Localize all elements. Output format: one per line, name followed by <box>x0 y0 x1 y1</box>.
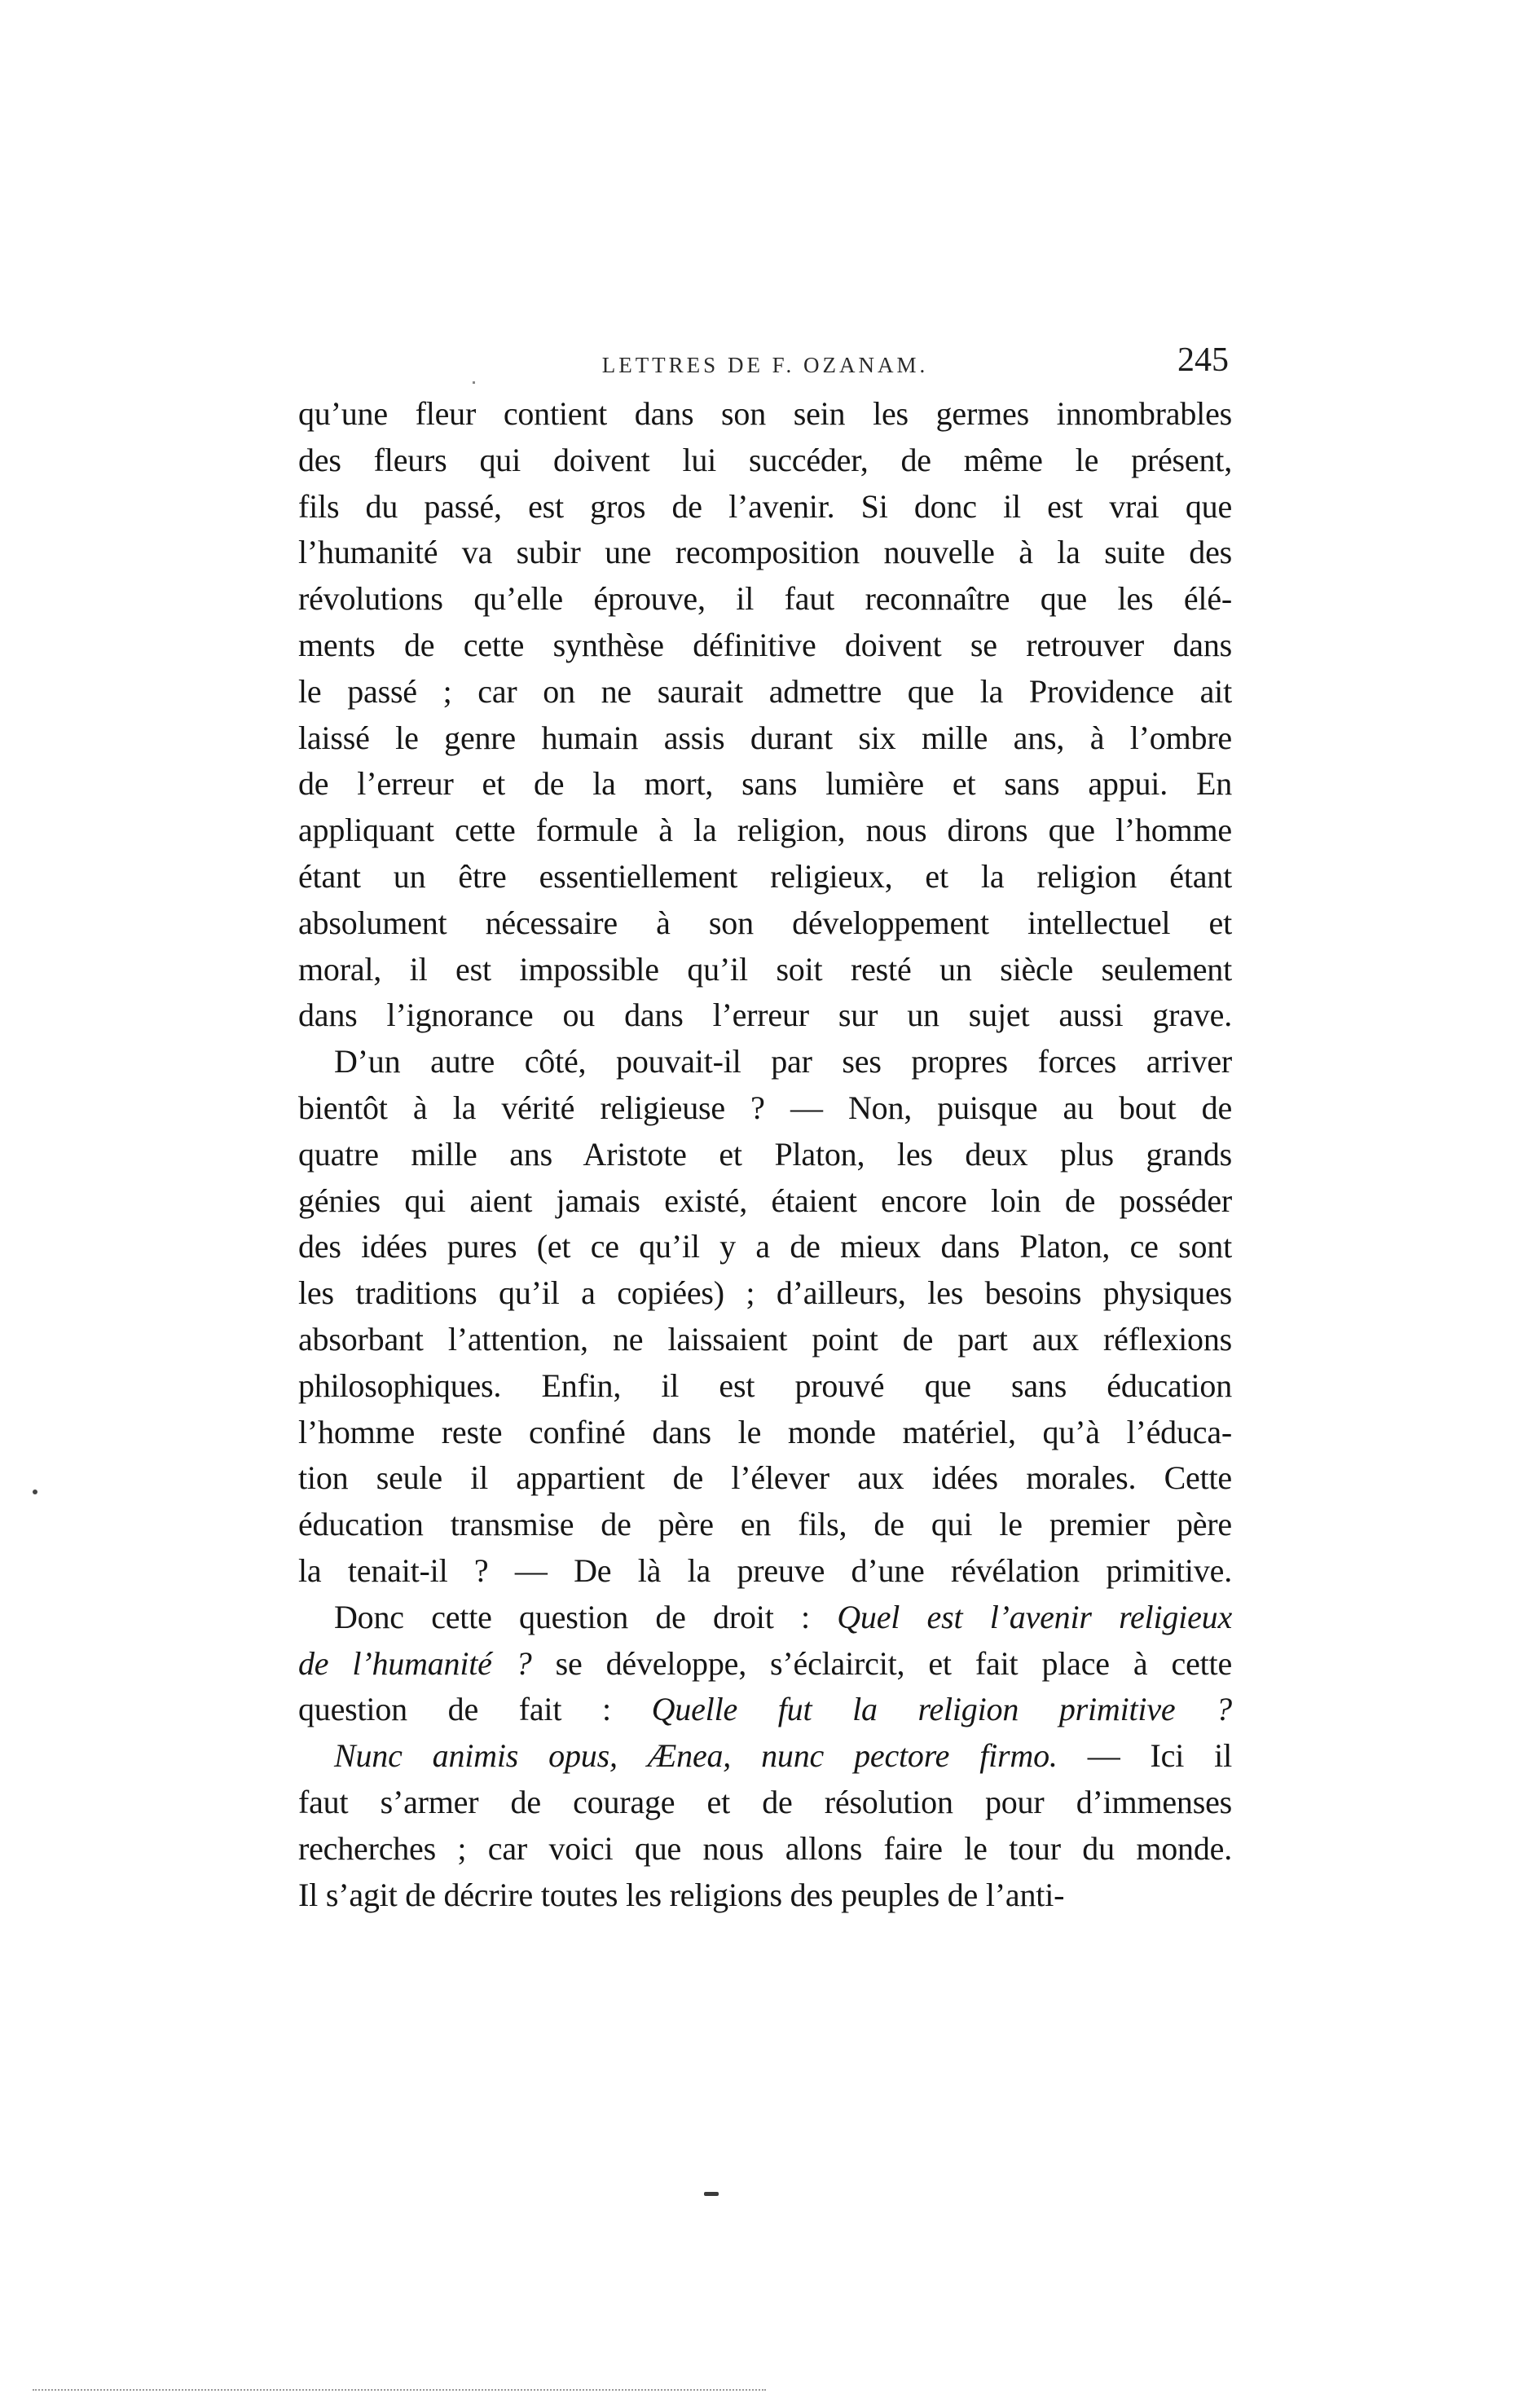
text-line: D’un autre côté, pouvait-il par ses propres forces arriver <box>334 1043 1232 1080</box>
text-line: de l’erreur et de la mort, sans lumière et sans appui. En <box>298 765 1232 803</box>
scan-edge-artifact <box>33 2389 766 2391</box>
text-line <box>298 1595 1232 1641</box>
italic-phrase: Quel est l’avenir religieux <box>837 1598 1232 1635</box>
text-line <box>298 1641 1232 1688</box>
text-line: des idées pures (et ce qu’il y a de mieux dans Platon, ce sont <box>298 1228 1232 1265</box>
text-line: ments de cette synthèse définitive doivent se retrouver dans <box>298 626 1232 663</box>
text-line: appliquant cette formule à la religion, nous dirons que l’homme <box>298 812 1232 849</box>
text-line: éducation transmise de père en fils, de qui le premier père <box>298 1506 1232 1543</box>
text-block <box>298 391 1232 1918</box>
text-line: absolument nécessaire à son développement intellectuel et <box>298 904 1232 941</box>
text-line: moral, il est impossible qu’il soit resté un siècle seulement <box>298 950 1232 988</box>
italic-phrase: de l’humanité ? <box>298 1644 532 1682</box>
running-head <box>298 341 1232 386</box>
paragraph-4 <box>298 1733 1232 1918</box>
print-speck <box>473 381 475 384</box>
text-line <box>298 1687 1232 1733</box>
text-line: bientôt à la vérité religieuse ? — Non, puisque au bout de <box>298 1089 1232 1126</box>
text-run: — Ici il <box>1057 1737 1232 1775</box>
paragraph-3 <box>298 1595 1232 1733</box>
text-line: étant un être essentiellement religieux, et la religion étant <box>298 857 1232 895</box>
running-title: LETTRES DE F. OZANAM. <box>601 353 929 377</box>
text-line: dans l’ignorance ou dans l’erreur sur un sujet aussi grave. <box>298 997 1232 1034</box>
page-number: 245 <box>1177 341 1229 379</box>
text-line: tion seule il appartient de l’élever aux idées morales. Cette <box>298 1459 1232 1497</box>
text-line: l’humanité va subir une recomposition nouvelle à la suite des <box>298 534 1232 571</box>
text-line: les traditions qu’il a copiées) ; d’ailleurs, les besoins physiques <box>298 1274 1232 1312</box>
print-speck <box>33 1490 37 1494</box>
text-line: révolutions qu’elle éprouve, il faut reconnaître que les élé- <box>298 580 1232 618</box>
text-run: Donc cette question de droit : <box>334 1598 838 1635</box>
italic-phrase: Quelle fut la religion primitive ? <box>651 1691 1232 1728</box>
text-line: génies qui aient jamais existé, étaient encore loin de posséder <box>298 1181 1232 1219</box>
text-line: philosophiques. Enfin, il est prouvé que sans éducation <box>298 1366 1232 1404</box>
text-line: recherches ; car voici que nous allons faire le tour du monde. <box>298 1829 1232 1867</box>
paragraph-1 <box>298 391 1232 1039</box>
text-line: l’homme reste confiné dans le monde matériel, qu’à l’éduca- <box>298 1413 1232 1450</box>
text-line: laissé le genre humain assis durant six mille ans, à l’ombre <box>298 719 1232 756</box>
text-line: absorbant l’attention, ne laissaient point de part aux réflexions <box>298 1320 1232 1358</box>
text-line: Il s’agit de décrire toutes les religions des peuples de l’anti- <box>298 1876 1065 1913</box>
text-line: le passé ; car on ne saurait admettre que la Providence ait <box>298 672 1232 710</box>
latin-quotation: Nunc animis opus, Ænea, nunc pectore firmo. <box>334 1737 1058 1775</box>
text-line: la tenait-il ? — De là la preuve d’une révélation primitive. <box>298 1551 1232 1589</box>
text-run: se développe, s’éclaircit, et fait place à cette <box>531 1644 1232 1682</box>
text-line: quatre mille ans Aristote et Platon, les deux plus grands <box>298 1135 1232 1173</box>
paragraph-2 <box>298 1039 1232 1595</box>
text-line <box>298 1733 1232 1780</box>
text-run: question de fait : <box>298 1691 652 1728</box>
text-line: fils du passé, est gros de l’avenir. Si donc il est vrai que <box>298 487 1232 525</box>
text-line: faut s’armer de courage et de résolution pour d’immenses <box>298 1783 1232 1820</box>
text-line: des fleurs qui doivent lui succéder, de même le présent, <box>298 441 1232 478</box>
signature-mark <box>704 2192 719 2196</box>
text-line: qu’une fleur contient dans son sein les germes innombrables <box>298 395 1232 432</box>
